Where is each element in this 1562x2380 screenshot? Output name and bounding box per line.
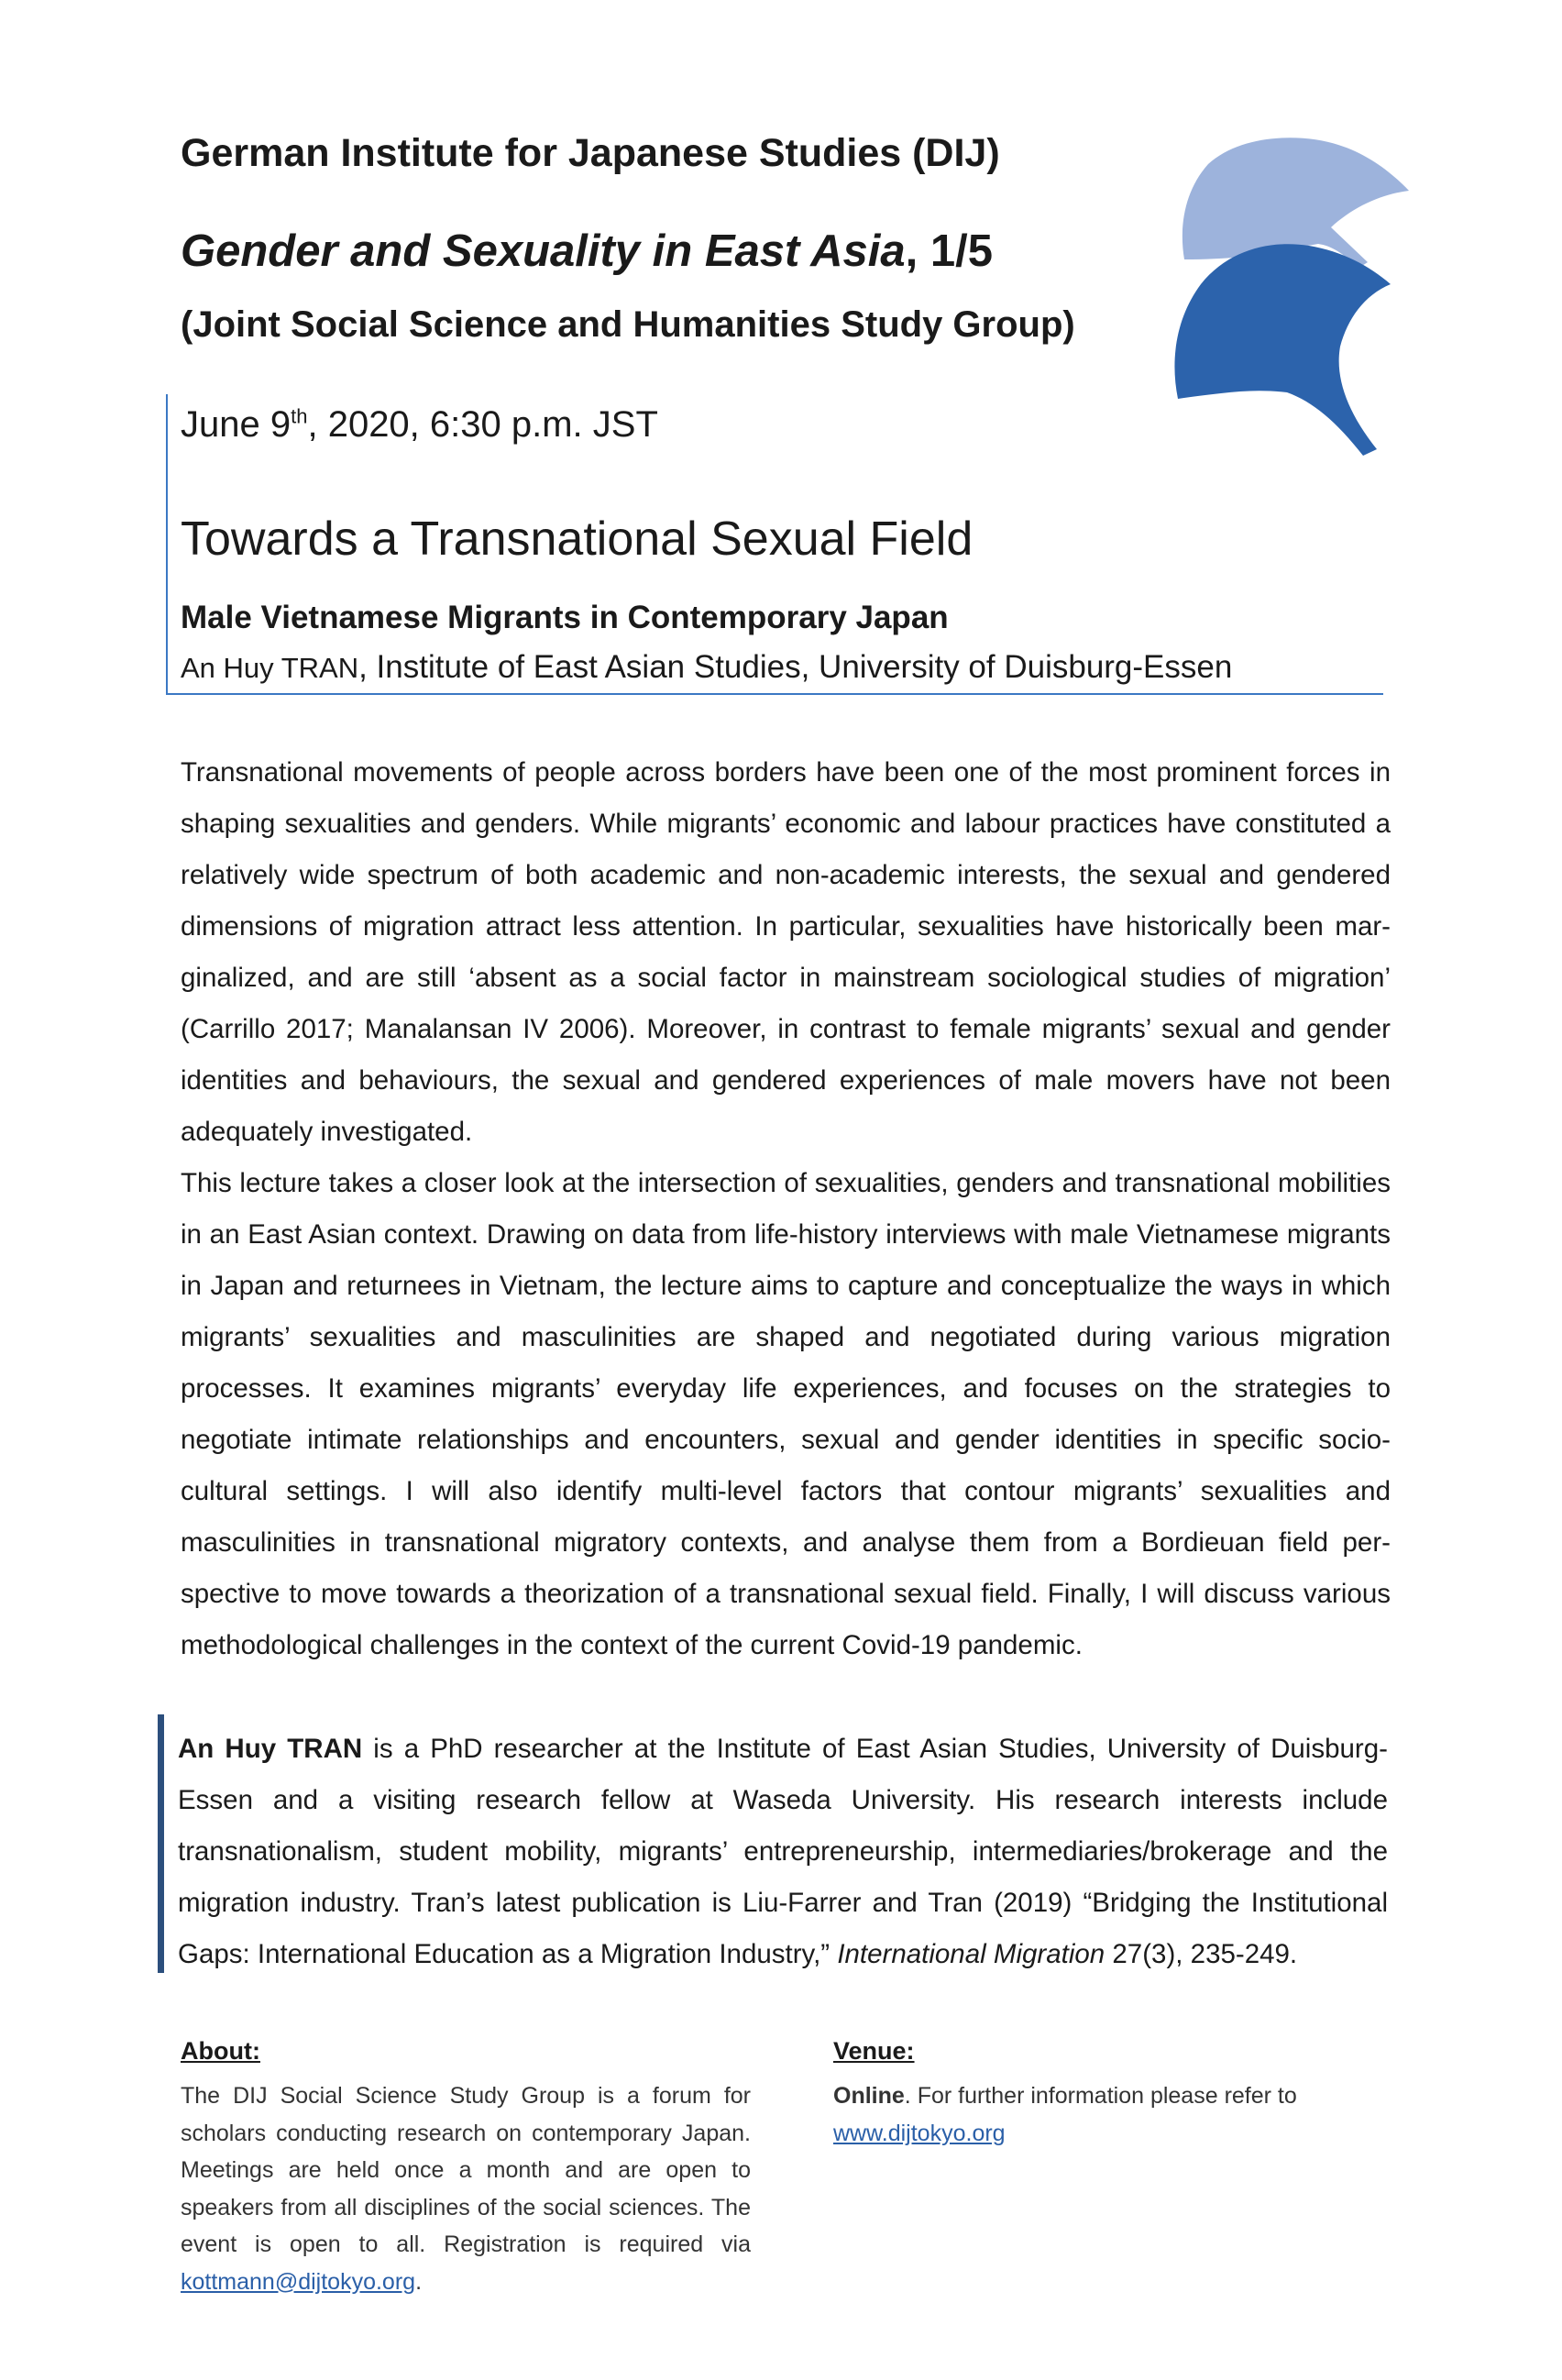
event-date-time: , 2020, 6:30 p.m. JST [307, 404, 658, 445]
event-date [181, 404, 658, 446]
venue-heading: Venue: [833, 2037, 915, 2065]
bio-text: is a PhD researcher at the Institute of East Asian Studies, University of Duisburg-Essen and a visiting research fellow at Waseda University. His research interests include transnationalism, student mobility, migrants’ entrepreneurship, intermediaries/brokerage and the migration industry. Tran’s latest publication is Liu-Farrer and Tran (2019) “Bridging the Institutional Gaps: International Education as a Migration Industry,” [178, 1734, 1388, 1969]
bio-journal: International Migration [837, 1939, 1106, 1969]
header-rule-vertical [166, 394, 168, 695]
website-link[interactable]: www.dijtokyo.org [833, 2120, 1006, 2146]
about-end: . [415, 2268, 423, 2295]
study-group-label: (Joint Social Science and Humanities Study Group) [181, 304, 1075, 345]
bio-citation: 27(3), 235-249. [1105, 1939, 1298, 1969]
abstract-paragraph-1: Transnational movements of people across borders have been one of the most prominent forces in shaping sexualities and genders. While migrants’ economic and labour practices have constituted a relatively wide spectrum of both academic and non-academic interests, the sexual and gendered dimensions of migration attract less attention. In particular, sexualities have historically been marginalized, and are still ‘absent as a social factor in mainstream sociological studies of migration’ (Carrillo 2017; Manalansan IV 2006). Moreover, in contrast to female migrants’ sexual and gender identities and behaviours, the sexual and gendered experiences of male movers have not been adequately investigated. [181, 757, 1391, 1147]
about-text [181, 2077, 751, 2300]
talk-title: Towards a Transnational Sexual Field [181, 512, 974, 566]
event-date-ordinal: th [291, 404, 308, 428]
venue-text [833, 2077, 1347, 2152]
venue-mode: Online [833, 2083, 905, 2109]
organization-name: German Institute for Japanese Studies (DIJ) [181, 131, 1000, 175]
speaker-name: An Huy TRAN [181, 652, 359, 684]
talk-subtitle: Male Vietnamese Migrants in Contemporary Japan [181, 600, 949, 635]
speaker-affiliation: , Institute of East Asian Studies, University of Duisburg-Essen [358, 649, 1233, 685]
ginkgo-leaf-logo [1173, 138, 1412, 486]
venue-body: . For further information please refer to [904, 2083, 1297, 2109]
about-body: The DIJ Social Science Study Group is a forum for scholars conducting research on contemporary Japan. Meetings are held once a month and are open to speakers from all disciplines of the social sciences. The event is open to all. Registration is required via [181, 2083, 751, 2257]
header-rule-horizontal [166, 693, 1383, 695]
bio-accent-bar [158, 1714, 164, 1973]
series-title-text: Gender and Sexuality in East Asia [181, 226, 906, 276]
speaker-bio [178, 1724, 1388, 1980]
registration-email-link[interactable]: kottmann@dijtokyo.org [181, 2268, 416, 2295]
series-title [181, 226, 993, 277]
abstract-paragraph-2: This lecture takes a closer look at the intersection of sexualities, genders and transnational mobilities in an East Asian context. Drawing on data from life-history interviews with male Vietnamese migrants in Japan and returnees in Vietnam, the lecture aims to capture and conceptualize the ways in which migrants’ sexualities and masculinities are shaped and negotiated during various migration processes. It examines migrants’ everyday life experiences, and focuses on the strategies to negotiate intimate relationships and encounters, sexual and gender identities in specific socio-cultural settings. I will also identify multi-level factors that contour migrants’ sexualities and masculinities in transnational migratory contexts, and analyse them from a Bordieuan field perspective to move towards a theorization of a transnational sexual field. Finally, I will discuss various methodological challenges in the context of the current Covid-19 pandemic. [181, 1168, 1391, 1660]
bio-speaker-name: An Huy TRAN [178, 1734, 363, 1764]
about-heading: About: [181, 2037, 260, 2065]
event-date-day: June 9 [181, 404, 292, 445]
ginkgo-leaf-dark [1174, 244, 1391, 456]
speaker-line [181, 649, 1232, 686]
series-number: , 1/5 [905, 226, 993, 276]
